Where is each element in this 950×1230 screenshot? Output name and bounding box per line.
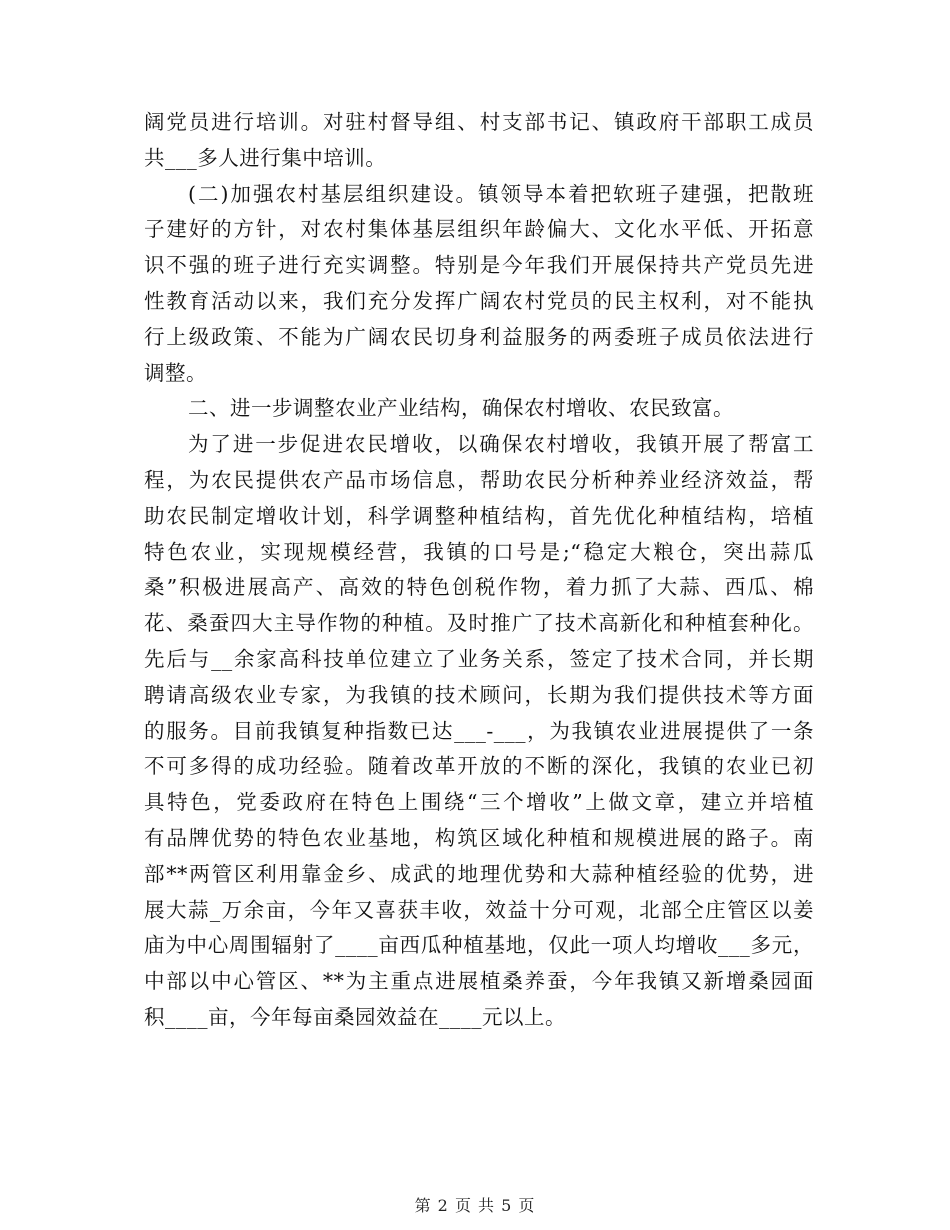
text-line: 中部以中心管区、**为主重点进展植桑养蚕，今年我镇又新增桑园面 [144,969,814,994]
text-line: 特色农业，实现规模经营，我镇的口号是;“稳定大粮仓，突出蒜瓜 [144,539,814,564]
text-line: 花、桑蚕四大主导作物的种植。及时推广了技术高新化和种植套种化。 [144,611,814,636]
text-line: 行上级政策、不能为广阔农民切身利益服务的两委班子成员依法进行 [144,324,814,349]
text-line: 具特色，党委政府在特色上围绕“三个增收”上做文章，建立并培植 [144,790,814,815]
text-line: 庙为中心周围辐射了____亩西瓜种植基地，仅此一项人均增收___多元， [144,933,814,958]
text-line: 子建好的方针，对农村集体基层组织年龄偏大、文化水平低、开拓意 [144,217,814,242]
text-line: 为了进一步促进农民增收，以确保农村增收，我镇开展了帮富工 [188,432,814,457]
text-line: 程，为农民提供农产品市场信息，帮助农民分析种养业经济效益，帮 [144,467,814,492]
text-line: 展大蒜_万余亩，今年又喜获丰收，效益十分可观，北部仝庄管区以姜 [144,897,814,922]
page-number: 第 2 页 共 5 页 [414,1196,536,1215]
text-line: 聘请高级农业专家，为我镇的技术顾问，长期为我们提供技术等方面 [144,682,814,707]
text-line: 有品牌优势的特色农业基地，构筑区域化种植和规模进展的路子。南 [144,825,814,850]
text-line: 积____亩，今年每亩桑园效益在____元以上。 [144,1004,566,1029]
text-line: 阔党员进行培训。对驻村督导组、村支部书记、镇政府干部职工成员 [144,110,814,134]
text-line: 助农民制定增收计划，科学调整种植结构，首先优化种植结构，培植 [144,503,814,528]
text-line: 识不强的班子进行充实调整。特别是今年我们开展保持共产党员先进 [144,253,814,278]
text-line: 性教育活动以来，我们充分发挥广阔农村党员的民主权利，对不能执 [144,288,814,313]
text-line: 桑”积极进展高产、高效的特色创税作物，着力抓了大蒜、西瓜、棉 [144,575,814,600]
text-line: 共___多人进行集中培训。 [144,145,387,170]
text-line: 的服务。目前我镇复种指数已达___-___，为我镇农业进展提供了一条 [144,718,814,743]
document-body [144,105,814,1036]
text-line: (二)加强农村基层组织建设。镇领导本着把软班子建强，把散班 [188,181,814,206]
text-line: 先后与__余家高科技单位建立了业务关系，签定了技术合同，并长期 [144,646,814,671]
text-line: 不可多得的成功经验。随着改革开放的不断的深化，我镇的农业已初 [144,754,814,779]
section-heading: 二、进一步调整农业产业结构，确保农村增收、农民致富。 [188,396,734,421]
text-line: 部**两管区利用靠金乡、成武的地理优势和大蒜种植经验的优势，进 [144,861,814,886]
text-line: 调整。 [144,360,207,385]
